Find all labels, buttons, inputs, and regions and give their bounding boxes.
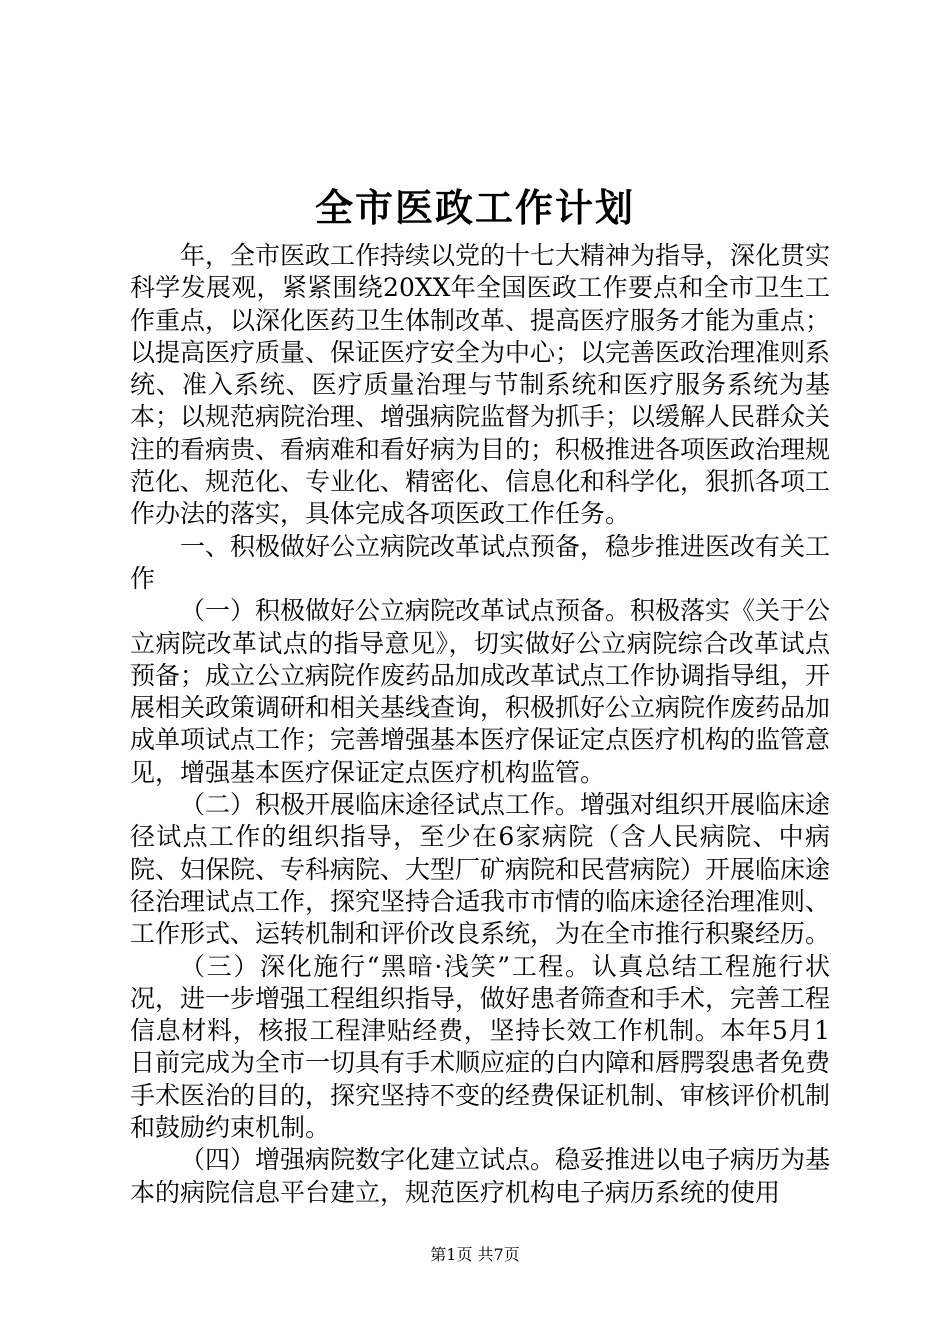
- document-title: 全市医政工作计划: [314, 185, 635, 230]
- document-body: [130, 240, 830, 1209]
- paragraph-intro: 年，全市医政工作持续以党的十七大精神为指导，深化贯实科学发展观，紧紧围绕20XX年全国医政工作要点和全市卫生工作重点，以深化医药卫生体制改革、提高医疗服务才能为重点；以提高医疗质量、保证医疗安全为中心；以完善医政治理准则系统、准入系统、医疗质量治理与节制系统和医疗服务系统为基本；以规范病院治理、增强病院监督为抓手；以缓解人民群众关注的看病贵、看病难和看好病为目的；积极推进各项医政治理规范化、规范化、专业化、精密化、信息化和科学化，狠抓各项工作办法的落实，具体完成各项医政工作任务。: [130, 241, 831, 529]
- paragraph-item-3: （三）深化施行“黑暗·浅笑”工程。认真总结工程施行状况，进一步增强工程组织指导，做好患者筛查和手术，完善工程信息材料，核报工程津贴经费，坚持长效工作机制。本年5月1日前完成为全市一切具有手术顺应症的白内障和唇腭裂患者免费手术医治的目的，探究坚持不变的经费保证机制、审核评价机制和鼓励约束机制。: [130, 951, 831, 1143]
- page-number-footer: 第1页 共7页: [430, 1245, 520, 1264]
- paragraph-item-1: （一）积极做好公立病院改革试点预备。积极落实《关于公立病院改革试点的指导意见》，切实做好公立病院综合改革试点预备；成立公立病院作废药品加成改革试点工作协调指导组，开展相关政策调研和相关基线查询，积极抓好公立病院作废药品加成单项试点工作；完善增强基本医疗保证定点医疗机构的监管意见，增强基本医疗保证定点医疗机构监管。: [130, 596, 831, 787]
- paragraph-item-4: （四）增强病院数字化建立试点。稳妥推进以电子病历为基本的病院信息平台建立，规范医疗机构电子病历系统的使用: [130, 1145, 831, 1207]
- section-heading-1: 一、积极做好公立病院改革试点预备，稳步推进医改有关工作: [130, 531, 831, 593]
- paragraph-item-2: （二）积极开展临床途径试点工作。增强对组织开展临床途径试点工作的组织指导，至少在6家病院（含人民病院、中病院、妇保院、专科病院、大型厂矿病院和民营病院）开展临床途径治理试点工作，探究坚持合适我市市情的临床途径治理准则、工作形式、运转机制和评价改良系统，为在全市推行积聚经历。: [130, 790, 831, 949]
